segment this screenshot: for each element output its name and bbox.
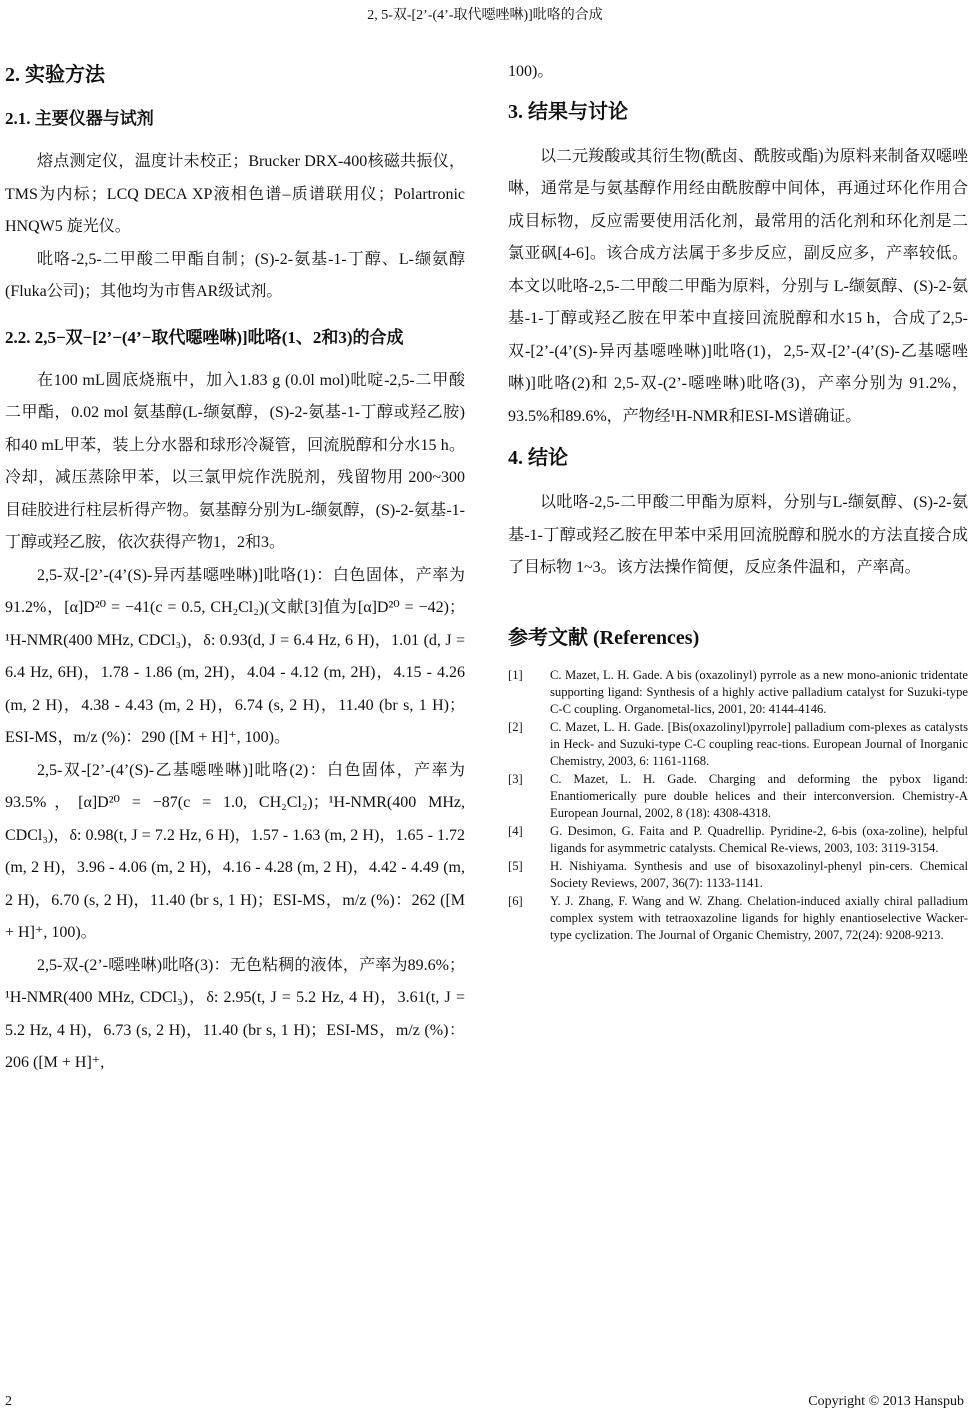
reference-text: C. Mazet, L. H. Gade. [Bis(oxazolinyl)pyrrole] palladium com-plexes as catalysts in Heck- and Suzuki-type C-C coupling reac-tions. European Journal of Inorganic Chemistry, 2003, 6: 1161-1168. — [550, 719, 968, 768]
subsection-heading-synthesis: 2.2. 2,5−双−[2’−(4’−取代噁唑啉)]吡咯(1、2和3)的合成 — [5, 327, 404, 347]
reference-number: [4] — [508, 823, 523, 838]
page-number: 2 — [5, 1394, 12, 1409]
right-column — [508, 56, 968, 945]
reference-number: [6] — [508, 893, 523, 908]
paragraph-discussion: 以二元羧酸或其衍生物(酰卤、酰胺或酯)为原料来制备双噁唑啉，通常是与氨基醇作用经由酰胺醇中间体，再通过环化作用合成目标物，反应需要使用活化剂，最常用的活化剂和环化剂是二氯亚砜[4-6]。该合成方法属于多步反应，副反应多，产率较低。本文以吡咯-2,5-二甲酸二甲酯为原料，分别与 L-缬氨醇、(S)-2-氨基-1-丁醇或羟乙胺在甲苯中直接回流脱醇和水15 h，合成了2,5-双-[2’-(4’(S)-异丙基噁唑啉)]吡咯(1)，2,5-双-[2’-(4’(S)-乙基噁唑啉)]吡咯(2)和 2,5-双-(2’-噁唑啉)吡咯(3)，产率分别为 91.2%，93.5%和89.6%，产物经¹H-NMR和ESI-MS谱确证。 — [508, 147, 968, 425]
reference-number: [5] — [508, 858, 523, 873]
paragraph-compound-2: 2,5-双-[2’-(4’(S)-乙基噁唑啉)]吡咯(2)：白色固体，产率为 93.5%，[α]D²⁰ = −87(c = 1.0, CH₂Cl₂)；¹H-NMR(400 MHz, CDCl₃)，δ: 0.98(t, J = 7.2 Hz, 6 H)，1.57 - 1.63 (m, 2 H)，1.65 - 1.72 (m, 2 H)，3.96 - 4.06 (m, 2 H)，4.16 - 4.28 (m, 2 H)，4.42 - 4.49 (m, 2 H)，6.70 (s, 2 H)，11.40 (br s, 1 H)；ESI-MS，m/z (%)：262 ([M + H]⁺, 100)。 — [5, 761, 465, 941]
reference-item — [508, 667, 968, 718]
reference-number: [2] — [508, 719, 523, 734]
reference-item — [508, 719, 968, 770]
section-heading-conclusion: 4. 结论 — [508, 447, 568, 469]
references-heading: 参考文献 (References) — [508, 626, 700, 649]
subsection-heading-instruments: 2.1. 主要仪器与试剂 — [5, 109, 154, 128]
paragraph-compound-3: 2,5-双-(2’-噁唑啉)吡咯(3)：无色粘稠的液体，产率为89.6%；¹H-NMR(400 MHz, CDCl₃)，δ: 2.95(t, J = 5.2 Hz, 4 H)，3.61(t, J = 5.2 Hz, 4 H)，6.73 (s, 2 H)，11.40 (br s, 1 H)；ESI-MS，m/z (%)：206 ([M + H]⁺, — [5, 956, 465, 1071]
reference-item — [508, 858, 968, 892]
left-column — [5, 56, 465, 1080]
reference-text: G. Desimon, G. Faita and P. Quadrellip. Pyridine-2, 6-bis (oxa-zoline), helpful ligands for asymmetric catalysts. Chemical Re-views, 2003, 103: 3119-3154. — [550, 823, 968, 855]
section-heading-methods: 2. 实验方法 — [5, 64, 105, 86]
running-head: 2, 5-双-[2’-(4’-取代噁唑啉)]吡咯的合成 — [367, 8, 603, 23]
reference-list — [508, 667, 968, 944]
reference-text: H. Nishiyama. Synthesis and use of bisoxazolinyl-phenyl pin-cers. Chemical Society Reviews, 2007, 36(7): 1133-1141. — [550, 858, 968, 890]
reference-item — [508, 823, 968, 857]
reference-text: C. Mazet, L. H. Gade. Charging and deforming the pybox ligand: Enantiomerically pure double helices and their interconversion. Chemistry-A European Journal, 2002, 8 (18): 4308-4318. — [550, 771, 968, 820]
reference-number: [3] — [508, 771, 523, 786]
paragraph-compound-1: 2,5-双-[2’-(4’(S)-异丙基噁唑啉)]吡咯(1)：白色固体，产率为91.2%，[α]D²⁰ = −41(c = 0.5, CH₂Cl₂)(文献[3]值为[α]D²⁰ = −42)；¹H-NMR(400 MHz, CDCl₃)，δ: 0.93(d, J = 6.4 Hz, 6 H)，1.01 (d, J = 6.4 Hz, 6H)，1.78 - 1.86 (m, 2H)，4.04 - 4.12 (m, 2H)，4.15 - 4.26 (m, 2 H)，4.38 - 4.43 (m, 2 H)，6.74 (s, 2 H)，11.40 (br s, 1 H)；ESI-MS，m/z (%)：290 ([M + H]⁺, 100)。 — [5, 566, 465, 746]
section-heading-results: 3. 结果与讨论 — [508, 100, 628, 123]
reference-item — [508, 771, 968, 822]
paragraph-reagents: 吡咯-2,5-二甲酸二甲酯自制；(S)-2-氨基-1-丁醇、L-缬氨醇(Fluka公司)；其他均为市售AR级试剂。 — [5, 250, 465, 300]
reference-number: [1] — [508, 667, 523, 682]
reference-text: Y. J. Zhang, F. Wang and W. Zhang. Chelation-induced axially chiral palladium complex system with tetraoxazoline ligands for highly enantioselective Wacker-type cyclization. The Journal of Organic Chemistry, 2007, 72(24): 9208-9213. — [550, 893, 968, 942]
reference-item — [508, 893, 968, 944]
copyright-notice: Copyright © 2013 Hanspub — [808, 1394, 964, 1409]
paragraph-procedure: 在100 mL圆底烧瓶中，加入1.83 g (0.0l mol)吡啶-2,5-二甲酸二甲酯，0.02 mol 氨基醇(L-缬氨醇，(S)-2-氨基-1-丁醇或羟乙胺)和40 mL甲苯，装上分水器和球形冷凝管，回流脱醇和分水15 h。冷却，减压蒸除甲苯，以三氯甲烷作洗脱剂，残留物用 200~300目硅胶进行柱层析得产物。氨基醇分别为L-缬氨醇，(S)-2-氨基-1-丁醇或羟乙胺，依次获得产物1，2和3。 — [5, 371, 465, 551]
reference-text: C. Mazet, L. H. Gade. A bis (oxazolinyl) pyrrole as a new mono-anionic tridentate supporting ligand: Synthesis of a highly active palladium catalyst for Suzuki-type C-C coupling. Organometal-lics, 2001, 20: 4144-4146. — [550, 667, 968, 716]
paragraph-compound-3-continued: 100)。 — [508, 63, 554, 80]
paragraph-instruments: 熔点测定仪，温度计未校正；Brucker DRX-400核磁共振仪，TMS为内标；LCQ DECA XP液相色谱–质谱联用仪；Polartronic HNQW5 旋光仪。 — [5, 153, 465, 235]
paragraph-conclusion: 以吡咯-2,5-二甲酸二甲酯为原料，分别与L-缬氨醇、(S)-2-氨基-1-丁醇或羟乙胺在甲苯中采用回流脱醇和脱水的方法直接合成了目标物 1~3。该方法操作简便，反应条件温和，产率高。 — [508, 494, 968, 576]
